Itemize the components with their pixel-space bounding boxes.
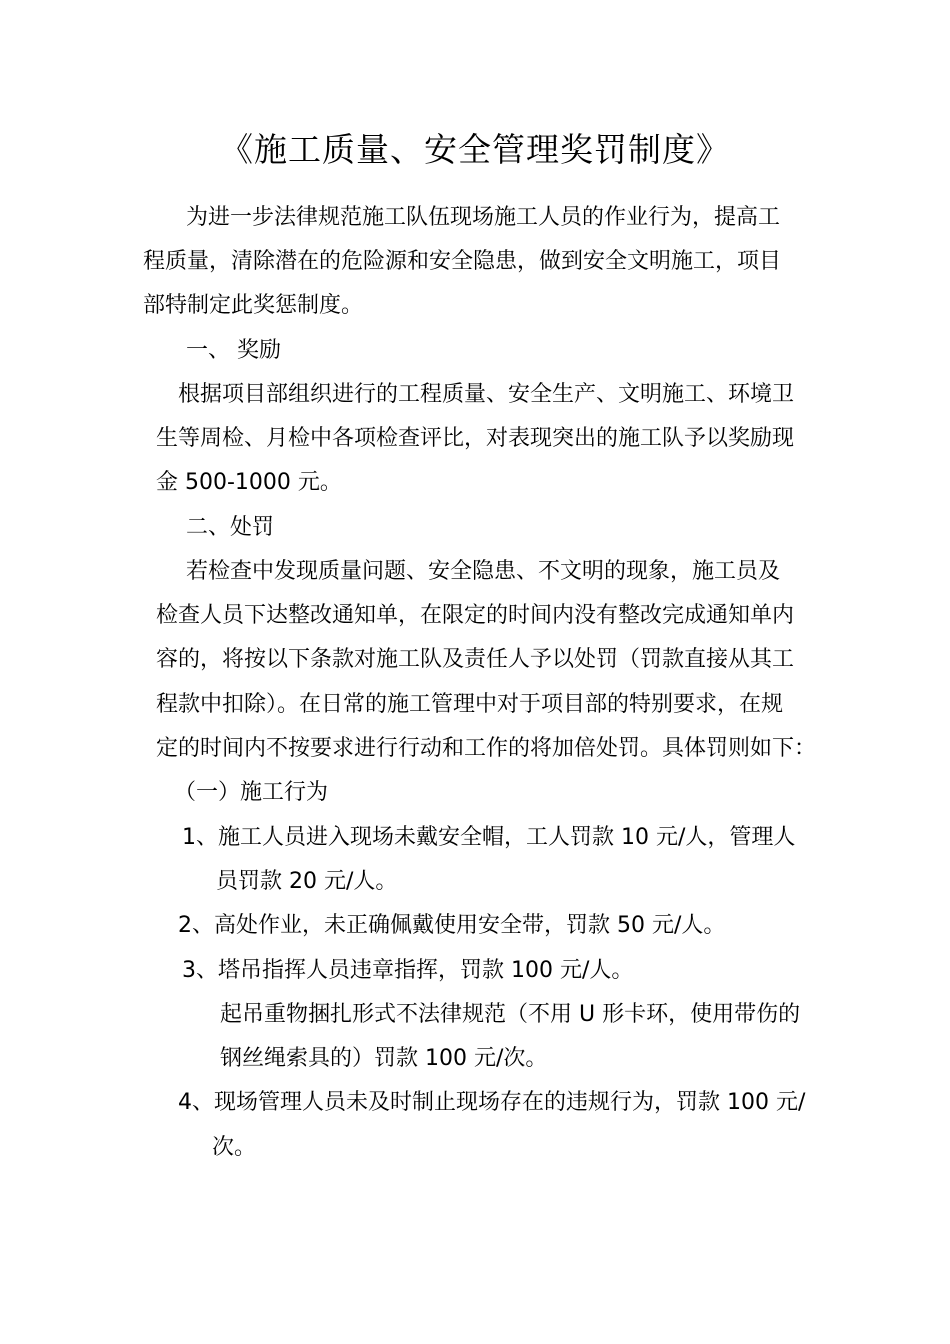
rule-item-2: 2、高处作业，未正确佩戴使用安全带，罚款 50 元/人。 xyxy=(178,913,726,938)
rule-item-3: 3、塔吊指挥人员违章指挥，罚款 100 元/人。 xyxy=(182,958,634,983)
section-heading-penalty: 二、处罚 xyxy=(186,515,275,540)
rule-item-4-cont: 次。 xyxy=(212,1135,257,1160)
rule-item-1-cont: 员罚款 20 元/人。 xyxy=(216,869,398,894)
penalty-line: 定的时间内不按要求进行行动和工作的将加倍处罚。具体罚则如下： xyxy=(156,736,817,761)
penalty-line: 若检查中发现质量问题、安全隐患、不文明的现象，施工员及 xyxy=(186,559,781,584)
reward-line: 根据项目部组织进行的工程质量、安全生产、文明施工、环境卫 xyxy=(178,382,795,407)
rule-item-1: 1、施工人员进入现场未戴安全帽，工人罚款 10 元/人，管理人 xyxy=(182,825,796,850)
reward-line: 生等周检、月检中各项检查评比，对表现突出的施工队予以奖励现 xyxy=(156,426,795,451)
section-heading-reward: 一、 奖励 xyxy=(186,338,281,363)
reward-line: 金 500-1000 元。 xyxy=(156,470,342,495)
penalty-line: 程款中扣除）。在日常的施工管理中对于项目部的特别要求，在规 xyxy=(156,692,784,717)
intro-line: 为进一步法律规范施工队伍现场施工人员的作业行为，提高工 xyxy=(186,205,781,230)
rule-item-3-cont: 钢丝绳索具的）罚款 100 元/次。 xyxy=(220,1046,548,1071)
rule-item-3-cont: 起吊重物捆扎形式不法律规范（不用 U 形卡环，使用带伤的 xyxy=(220,1002,801,1027)
rule-item-4: 4、现场管理人员未及时制止现场存在的违规行为，罚款 100 元/ xyxy=(178,1090,806,1115)
penalty-line: 容的，将按以下条款对施工队及责任人予以处罚（罚款直接从其工 xyxy=(156,647,795,672)
penalty-line: 检查人员下达整改通知单，在限定的时间内没有整改完成通知单内 xyxy=(156,603,795,628)
subsection-heading: （一）施工行为 xyxy=(174,780,329,805)
intro-line: 程质量，清除潜在的危险源和安全隐患，做到安全文明施工，项目 xyxy=(143,249,782,274)
intro-line: 部特制定此奖惩制度。 xyxy=(143,293,364,318)
document-title: 《施工质量、安全管理奖罚制度》 xyxy=(220,130,730,169)
